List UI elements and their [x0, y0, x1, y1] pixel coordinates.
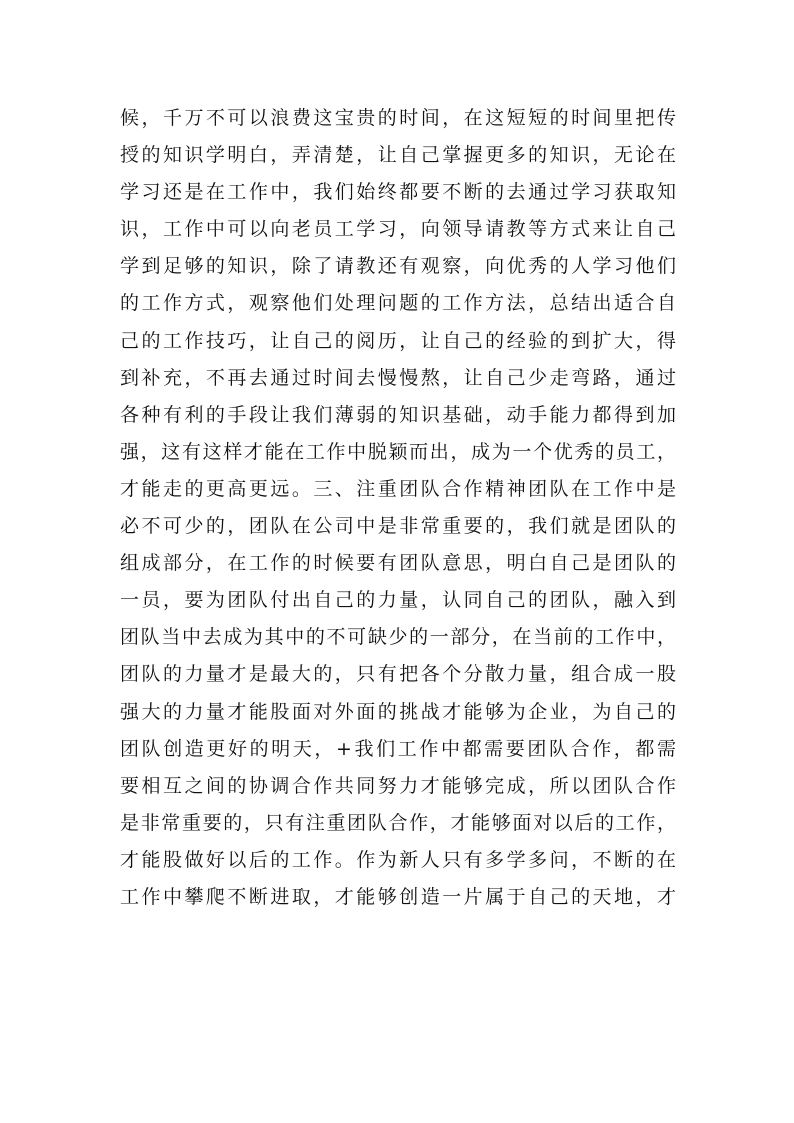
text-line: 才能股做好以后的工作。作为新人只有多学多问，不断的在 — [120, 848, 676, 871]
text-line: 授的知识学明白，弄清楚，让自己掌握更多的知识，无论在 — [120, 144, 676, 167]
text-line: 工作中攀爬不断进取，才能够创造一片属于自己的天地，才 — [120, 885, 676, 908]
text-line: 团队创造更好的明天，+我们工作中都需要团队合作，都需 — [120, 737, 676, 760]
text-line: 到补充，不再去通过时间去慢慢熬，让自己少走弯路，通过 — [120, 366, 676, 389]
text-line: 才能走的更高更远。三、注重团队合作精神团队在工作中是 — [120, 477, 676, 500]
text-line: 识，工作中可以向老员工学习，向领导请教等方式来让自己 — [120, 218, 676, 241]
text-line: 是非常重要的，只有注重团队合作，才能够面对以后的工作， — [120, 811, 676, 834]
text-line: 学到足够的知识，除了请教还有观察，向优秀的人学习他们 — [120, 255, 676, 278]
text-line: 强，这有这样才能在工作中脱颖而出，成为一个优秀的员工， — [120, 440, 676, 463]
text-line: 候，千万不可以浪费这宝贵的时间，在这短短的时间里把传 — [120, 107, 676, 129]
text-line: 要相互之间的协调合作共同努力才能够完成，所以团队合作 — [120, 774, 676, 797]
body-text — [120, 100, 676, 916]
text-line: 必不可少的，团队在公司中是非常重要的，我们就是团队的 — [120, 515, 676, 538]
text-line: 一员，要为团队付出自己的力量，认同自己的团队，融入到 — [120, 589, 676, 612]
text-line: 各种有利的手段让我们薄弱的知识基础，动手能力都得到加 — [120, 403, 676, 426]
text-line: 己的工作技巧，让自己的阅历，让自己的经验的到扩大，得 — [120, 329, 676, 352]
text-line: 强大的力量才能股面对外面的挑战才能够为企业，为自己的 — [120, 700, 676, 723]
text-line: 的工作方式，观察他们处理问题的工作方法，总结出适合自 — [120, 292, 676, 315]
text-line: 团队的力量才是最大的，只有把各个分散力量，组合成一股 — [120, 663, 676, 686]
text-line: 组成部分，在工作的时候要有团队意思，明白自己是团队的 — [120, 552, 676, 575]
text-line: 团队当中去成为其中的不可缺少的一部分，在当前的工作中， — [120, 626, 676, 649]
text-line: 学习还是在工作中，我们始终都要不断的去通过学习获取知 — [120, 181, 676, 204]
